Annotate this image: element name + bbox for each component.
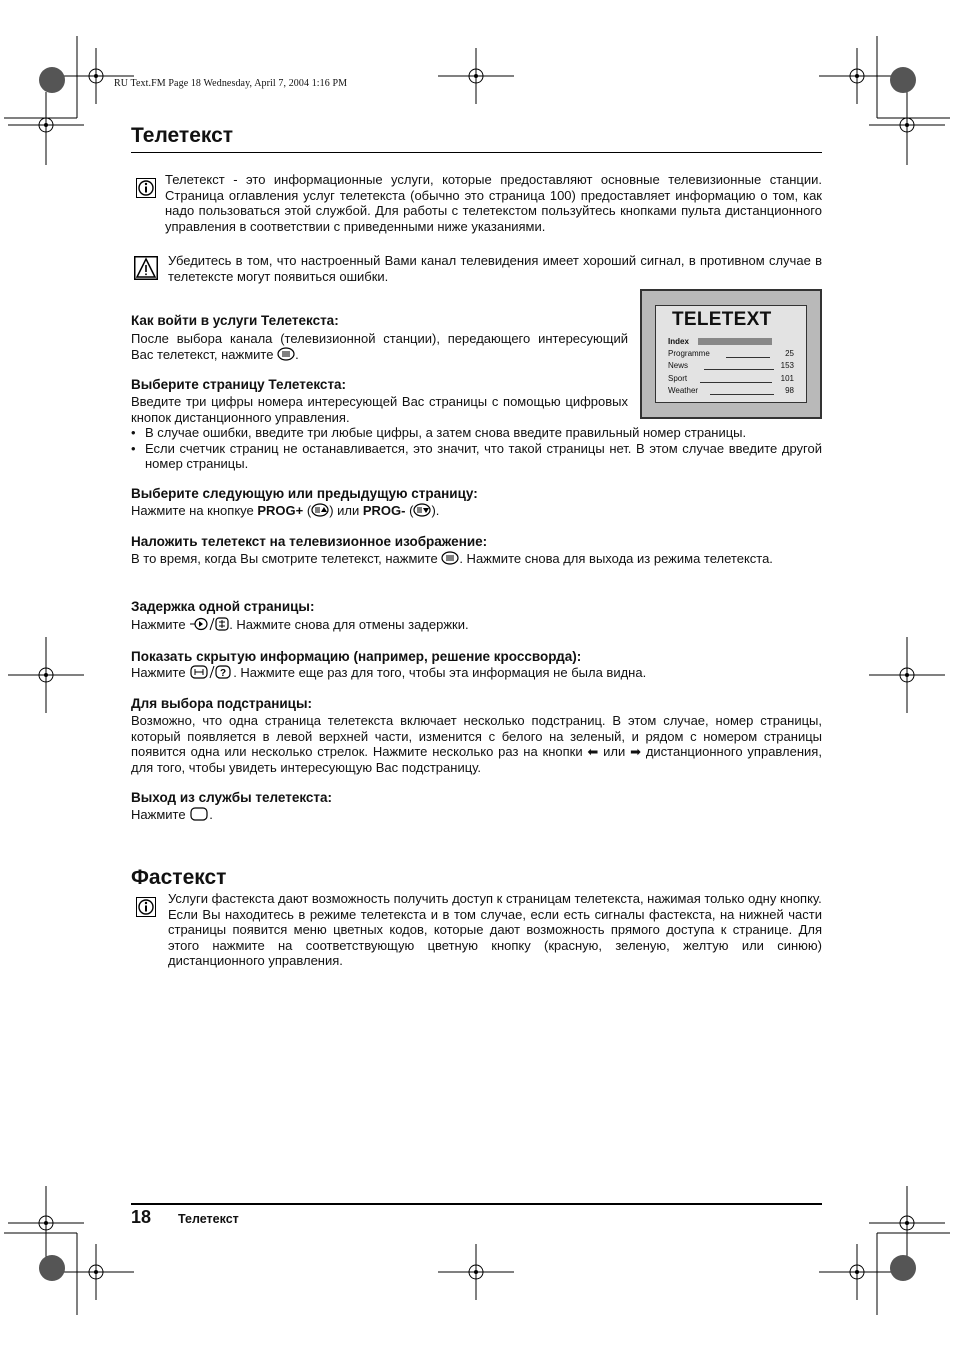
footer-rule <box>131 1203 822 1205</box>
subpage-text: Возможно, что одна страница телетекста включает несколько подстраниц. В этом случае, номер страницы, который появляется в левой верхней части, изменится с белого на зеленый, и рядом с номером страницы появится одна или несколько стрелок. Нажмите несколько раз на кнопки ⬅︎ или ➡︎ дистанционного управления, для того, чтобы увидеть интересующую Вас подстраницу. <box>131 713 822 775</box>
teletext-row: News 153 <box>668 361 794 370</box>
subheading-hold: Задержка одной страницы: <box>131 599 315 614</box>
enter-text: После выбора канала (телевизионной станции), передающего интересующий Вас телетекст, нажмите . <box>131 331 628 364</box>
teletext-screen-illustration <box>640 289 822 419</box>
info-icon <box>136 178 156 198</box>
warning-icon <box>134 256 158 285</box>
bullet-item: • В случае ошибки, введите три любые цифры, а затем снова введите правильный номер страницы. <box>131 425 822 441</box>
next-text: Нажмите на кнопкуе PROG+ ( ) или PROG- ( ). <box>131 503 822 521</box>
teletext-logo: TELETEXT <box>672 309 772 330</box>
subheading-select: Выберите страницу Телетекста: <box>131 377 347 392</box>
section-title-fastext: Фастекст <box>131 866 227 889</box>
arrow-right-icon: ➡︎ <box>630 744 641 759</box>
title-rule <box>131 152 822 153</box>
tv-button-icon <box>189 807 209 825</box>
teletext-button-icon <box>277 347 295 365</box>
arrow-left-icon: ⬅︎ <box>587 744 599 759</box>
subheading-overlay: Наложить телетекст на телевизионное изображение: <box>131 534 488 549</box>
select-text: Введите три цифры номера интересующей Вас страницы с помощью цифровых кнопок дистанционного управления. <box>131 394 628 425</box>
footer-section: Телетекст <box>178 1212 239 1226</box>
intro-text: Телетекст - это информационные услуги, которые предоставляют основные телевизионные станции. Страница оглавления услуг телетекста (обычно это страница 100) предоставляет информацию о том, как надо пользоваться этой службой. Для работы с телетекстом пользуйтесь кнопками пульта дистанционного управления в соответствии с приведенными ниже указаниями. <box>165 172 822 234</box>
teletext-row: Programme 25 <box>668 349 794 358</box>
subheading-next: Выберите следующую или предыдущую страницу: <box>131 486 478 501</box>
fastext-text: Услуги фастекста дают возможность получить доступ к страницам телетекста, нажимая только одну кнопку. Если Вы находитесь в режиме телетекста и в том случае, если есть сигналы фастекста, на нижней части страницы появится меню цветных кодов, которые дают возможность прямого доступа к странице. Для этого нажмите на соответствующую цветную кнопку (красную, зеленую, желтую или синюю) дистанционного управления. <box>168 891 822 968</box>
warning-text: Убедитесь в том, что настроенный Вами канал телевидения имеет хороший сигнал, в противном случае в телетексте могут появиться ошибки. <box>168 253 822 284</box>
teletext-row: Index <box>668 337 794 348</box>
exit-text: Нажмите . <box>131 807 822 825</box>
subheading-exit: Выход из службы телетекста: <box>131 790 333 805</box>
prog-plus-icon <box>311 503 329 521</box>
info-icon <box>136 897 156 917</box>
reveal-text: Нажмите ? . Нажмите еще раз для того, чтобы эта информация не была видна. <box>131 665 822 683</box>
svg-text:?: ? <box>220 668 227 679</box>
section-title: Телетекст <box>131 124 234 147</box>
reveal-button-icon <box>189 665 233 683</box>
select-bullets <box>131 425 822 472</box>
file-header: RU Text.FM Page 18 Wednesday, April 7, 2004 1:16 PM <box>114 78 348 89</box>
hold-button-icon <box>189 617 229 635</box>
prog-minus-icon <box>413 503 431 521</box>
overlay-text: В то время, когда Вы смотрите телетекст, нажмите . Нажмите снова для выхода из режима телетекста. <box>131 551 822 569</box>
subheading-subpage: Для выбора подстраницы: <box>131 696 313 711</box>
bullet-item: • Если счетчик страниц не останавливается, это значит, что такой страницы нет. В этом случае введите другой номер страницы. <box>131 441 822 472</box>
page-number: 18 <box>131 1207 152 1227</box>
subheading-reveal: Показать скрытую информацию (например, решение кроссворда): <box>131 649 582 664</box>
teletext-row: Sport 101 <box>668 374 794 383</box>
hold-text: Нажмите . Нажмите снова для отмены задержки. <box>131 617 822 635</box>
teletext-row: Weather 98 <box>668 386 794 395</box>
teletext-button-icon <box>441 551 459 569</box>
subheading-enter: Как войти в услуги Телетекста: <box>131 313 339 328</box>
